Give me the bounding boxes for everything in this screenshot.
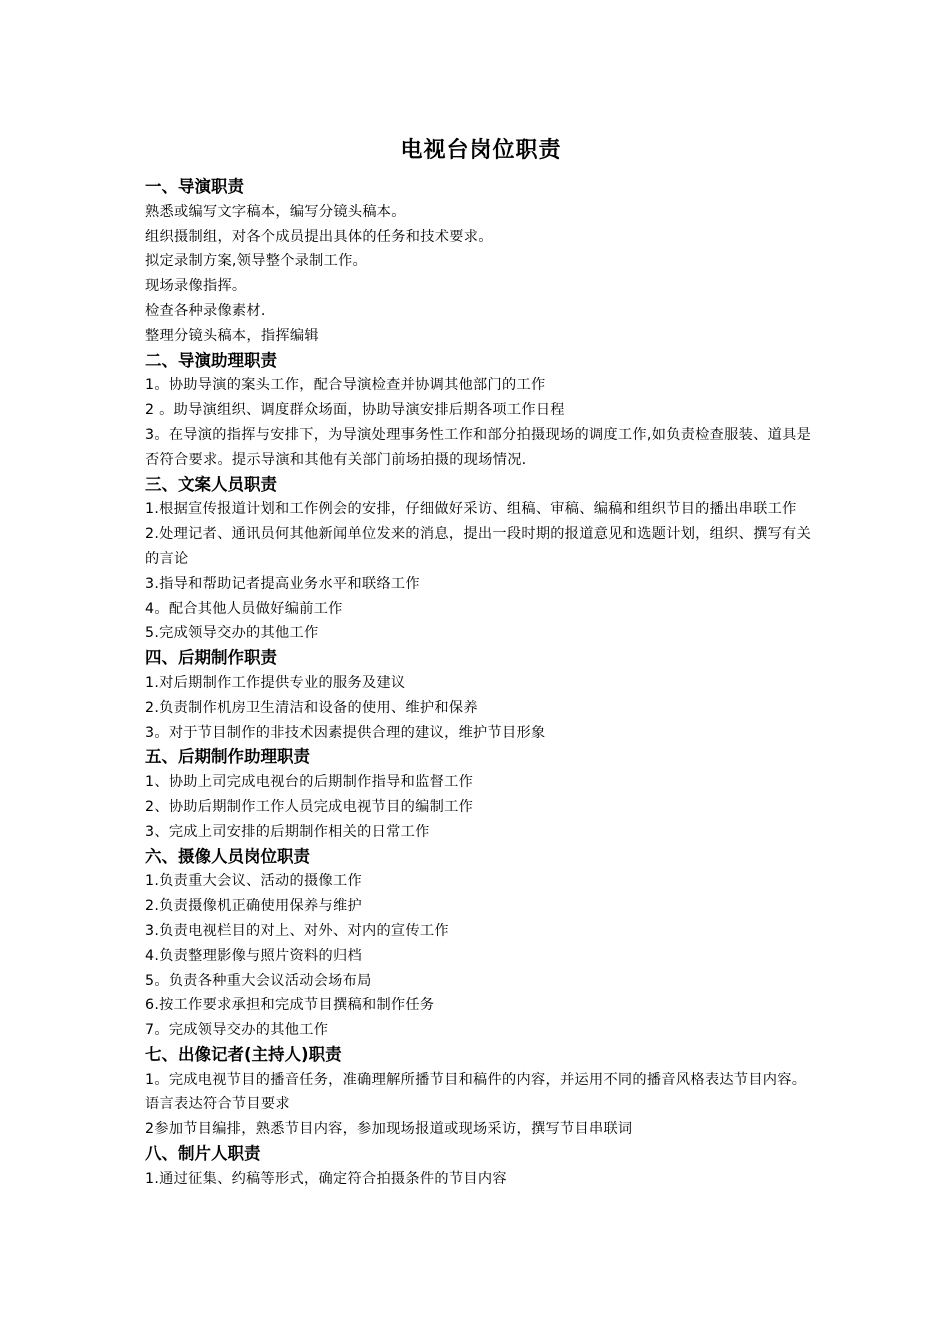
paragraph: 1、协助上司完成电视台的后期制作指导和监督工作 <box>145 774 474 791</box>
section-heading: 七、出像记者(主持人)职责 <box>145 1044 342 1064</box>
paragraph: 3、完成上司安排的后期制作相关的日常工作 <box>145 823 430 840</box>
paragraph: 1。协助导演的案头工作，配合导演检查并协调其他部门的工作 <box>145 377 546 394</box>
paragraph: 6.按工作要求承担和完成节目撰稿和制作任务 <box>145 997 435 1014</box>
section-6 <box>145 845 817 1043</box>
paragraph: 5。负责各种重大会议活动会场布局 <box>145 972 372 989</box>
document-title: 电视台岗位职责 <box>400 138 562 163</box>
paragraph: 3.负责电视栏目的对上、对外、对内的宣传工作 <box>145 922 449 939</box>
paragraph: 熟悉或编写文字稿本，编写分镜头稿本。 <box>145 203 406 220</box>
document-page <box>145 133 817 1192</box>
section-heading: 六、摄像人员岗位职责 <box>145 846 310 866</box>
paragraph: 2参加节目编排，熟悉节目内容，参加现场报道或现场采访，撰写节目串联词 <box>145 1121 633 1138</box>
paragraph: 5.完成领导交办的其他工作 <box>145 625 319 642</box>
section-5 <box>145 745 817 844</box>
paragraph: 2、协助后期制作工作人员完成电视节目的编制工作 <box>145 798 474 815</box>
paragraph: 4。配合其他人员做好编前工作 <box>145 600 343 617</box>
paragraph: 2.负责摄像机正确使用保养与维护 <box>145 898 362 915</box>
paragraph: 1.负责重大会议、活动的摄像工作 <box>145 873 362 890</box>
section-8 <box>145 1142 817 1192</box>
section-1 <box>145 175 817 349</box>
section-7 <box>145 1043 817 1142</box>
paragraph: 整理分镜头稿本，指挥编辑 <box>145 327 319 344</box>
paragraph: 2.处理记者、通讯员何其他新闻单位发来的消息，提出一段时期的报道意见和选题计划，组织、撰写有关的言论 <box>145 526 812 567</box>
section-heading: 一、导演职责 <box>145 177 244 196</box>
paragraph: 3。在导演的指挥与安排下，为导演处理事务性工作和部分拍摄现场的调度工作,如负责检查服装、道具是否符合要求。提示导演和其他有关部门前场拍摄的现场情况. <box>145 426 812 468</box>
section-4 <box>145 646 817 745</box>
paragraph: 2 。助导演组织、调度群众场面，协助导演安排后期各项工作日程 <box>145 402 565 419</box>
paragraph: 3。对于节目制作的非技术因素提供合理的建议，维护节目形象 <box>145 724 546 741</box>
paragraph: 拟定录制方案,领导整个录制工作。 <box>145 253 368 270</box>
paragraph: 1.根据宣传报道计划和工作例会的安排，仔细做好采访、组稿、审稿、编稿和组织节目的播出串联工作 <box>145 501 797 518</box>
section-heading: 二、导演助理职责 <box>145 350 277 370</box>
section-heading: 三、文案人员职责 <box>145 474 277 494</box>
paragraph: 7。完成领导交办的其他工作 <box>145 1022 329 1039</box>
paragraph: 1.通过征集、约稿等形式，确定符合拍摄条件的节目内容 <box>145 1170 507 1187</box>
section-heading: 八、制片人职责 <box>145 1144 261 1164</box>
paragraph: 3.指导和帮助记者提高业务水平和联络工作 <box>145 575 420 592</box>
section-3 <box>145 473 817 647</box>
paragraph: 2.负责制作机房卫生清洁和设备的使用、维护和保养 <box>145 699 478 716</box>
document-body <box>145 175 817 1192</box>
paragraph: 4.负责整理影像与照片资料的归档 <box>145 947 362 964</box>
section-2 <box>145 349 817 473</box>
section-heading: 四、后期制作职责 <box>145 648 277 668</box>
paragraph: 现场录像指挥。 <box>145 278 247 295</box>
section-heading: 五、后期制作助理职责 <box>145 747 310 767</box>
paragraph: 1。完成电视节目的播音任务，准确理解所播节目和稿件的内容，并运用不同的播音风格表达节目内容。语言表达符合节目要求 <box>145 1071 807 1113</box>
paragraph: 检查各种录像素材. <box>145 302 266 319</box>
paragraph: 组织摄制组，对各个成员提出具体的任务和技术要求。 <box>145 228 493 245</box>
paragraph: 1.对后期制作工作提供专业的服务及建议 <box>145 674 406 691</box>
